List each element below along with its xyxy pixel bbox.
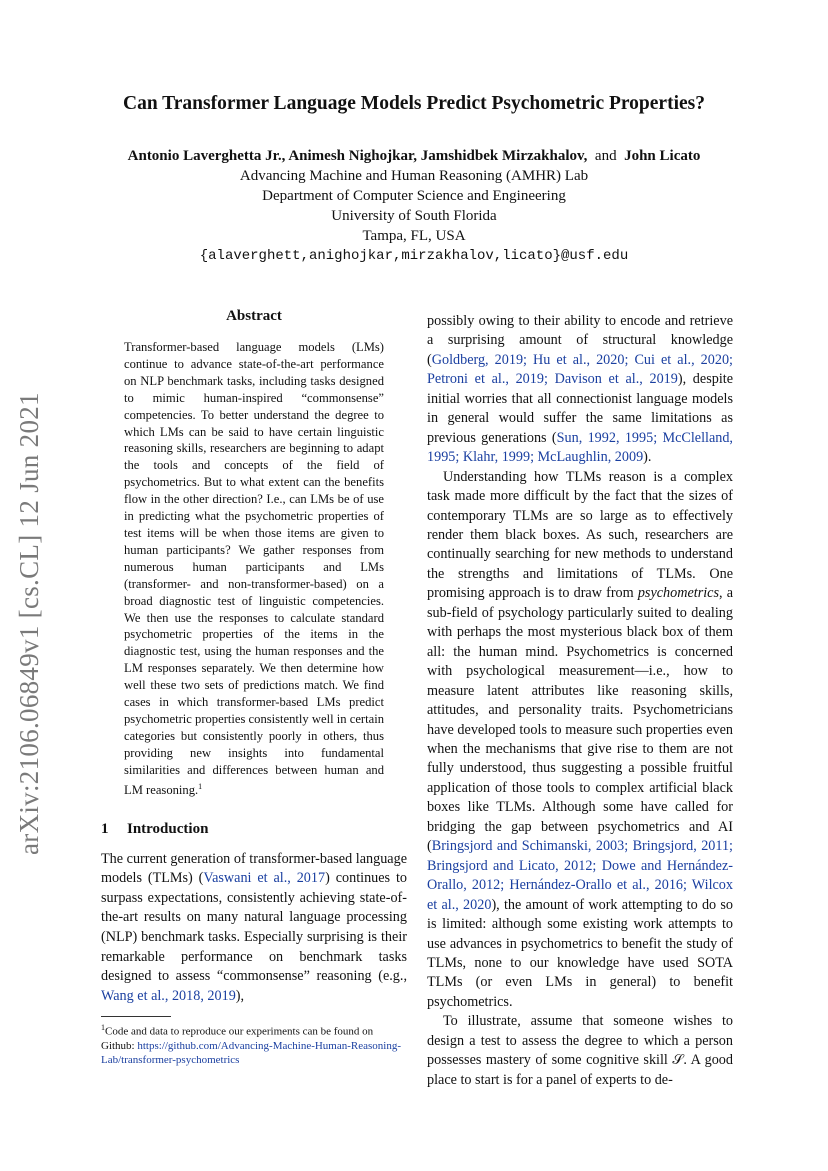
affiliation-lab: Advancing Machine and Human Reasoning (AMHR) Lab [239,168,589,184]
footnote-divider [101,1016,171,1017]
left-column [101,308,407,1006]
footnote-marker[interactable]: 1 [198,781,203,791]
affiliation-city: Tampa, FL, USA [362,228,466,244]
body-text: possibly owing to their ability to encode and retrieve a surprising amount of structural knowledge ( [427,313,733,368]
arxiv-stamp: arXiv:2106.06849v1 [cs.CL] 12 Jun 2021 [14,392,44,855]
right-paragraph-3 [427,1012,733,1090]
citation-link[interactable]: Vaswani et al., 2017 [203,870,326,887]
citation-link[interactable]: Goldberg, 2019; Hu et al., 2020; Cui et al., 2020; Petroni et al., 2019; Davison et al., 2019 [427,351,733,388]
citation-link[interactable]: Wang et al., 2018, 2019 [101,987,236,1004]
body-text: , a sub-field of psychology particularly suited to dealing with perhaps the most mysterious black box of them all: the human mind. Psychometrics is concerned with psychological measurement—i.e., how to measure latent attributes like reasoning skills, attitudes, and personality traits. Psychometricians have developed tools to measure such properties even when the mechanisms that give rise to them are not fully understood, thus suggesting a possible fruitful application of those tools to complex artificial black boxes like TLMs. Although some have called for bridging the gap between psychometrics and AI ( [427,585,733,855]
emphasis-term: psychometrics [637,585,719,602]
intro-text: The current generation of transformer-based language models (TLMs) ( [101,850,407,887]
abstract-text [124,339,384,799]
footnote-text: Code and data to reproduce our experiments can be found on Github: [101,1025,374,1052]
right-paragraph-1 [427,312,733,468]
section-title: Introduction [127,820,209,837]
github-link[interactable]: https://github.com/Advancing-Machine-Human-Reasoning-Lab/transformer-psychometrics [101,1039,402,1066]
body-text: ). [643,449,652,466]
body-text: To illustrate, assume that someone wishes to design a test to assess the degree to which a person possesses mastery of some cognitive skill [427,1013,733,1069]
footnote [101,1021,407,1067]
body-text: ), the amount of work attempting to do so is limited: although some existing work attempts to use advances in psychometrics to benefit the study of TLMs, none to our knowledge have used SOTA TLMs (or even LMs in general) to benefit psychometrics. [427,896,734,1010]
intro-text: ) continues to surpass expectations, consistently achieving state-of-the-art results on many natural language processing (NLP) benchmark tasks. Especially surprising is their remarkable performance on benchmark tasks designed to assess “commonsense” reasoning (e.g., [101,870,408,985]
author-names: Antonio Laverghetta Jr., Animesh Nighojkar, Jamshidbek Mirzakhalov, [127,148,588,164]
section-heading-introduction [101,821,407,838]
body-text: Understanding how TLMs reason is a complex task made more difficult by the fact that the sizes of contemporary TLMs are so large as to effectively render them black boxes. As such, researchers are continually searching for new methods to understand the strengths and limitations of TLMs. One promising approach is to draw from [427,468,733,602]
affiliation-dept: Department of Computer Science and Engineering [262,188,566,204]
skill-symbol: 𝒮 [672,1052,684,1069]
author-last: John Licato [624,148,701,164]
body-text: . A good place to start is for a panel of experts to de- [427,1052,733,1088]
author-and: and [594,148,617,164]
intro-text: ), [235,987,245,1004]
author-block [0,146,828,266]
right-column [427,312,733,1090]
citation-link[interactable]: Sun, 1992, 1995; McClelland, 1995; Klahr, 1999; McLaughlin, 2009 [427,429,733,466]
abstract-body: Transformer-based language models (LMs) continue to advance state-of-the-art performance on NLP benchmark tasks, including tasks designed to mimic human-inspired “commonsense” competencies. To better understand the degree to which LMs can be said to have certain linguistic reasoning skills, researchers are beginning to adapt the tools and concepts of the field of psychometrics. But to what extent can the benefits flow in the other direction? I.e., can LMs be of use in predicting what the psychometric properties of test items will be when those items are given to human participants? We gather responses from numerous human participants and LMs (transformer- and non-transformer-based) on a broad diagnostic test of linguistic competencies. We then use the responses to calculate standard psychometric properties of the items in the diagnostic test, using the human responses and the LM responses separately. We then determine how well these two sets of predictions match. We find cases in which transformer-based LMs predict psychometric properties consistently well in certain categories but consistently poorly in others, thus providing new insights into fundamental similarities and differences between human and LM reasoning. [124,340,384,797]
author-emails: {alaverghett,anighojkar,mirzakhalov,licato}@usf.edu [199,248,629,264]
right-paragraph-2 [427,468,733,1013]
author-line [0,146,828,166]
abstract-heading: Abstract [226,308,282,324]
paper-title: Can Transformer Language Models Predict Psychometric Properties? [122,93,705,114]
intro-paragraph [101,850,407,1007]
footnote-number: 1 [101,1023,105,1032]
body-text: ), despite initial worries that all connectionist language models in general would suffer the same limitations as previous generations ( [427,371,733,446]
affiliation-univ: University of South Florida [331,208,497,224]
section-number: 1 [101,820,109,837]
citation-link[interactable]: Bringsjord and Schimanski, 2003; Bringsjord, 2011; Bringsjord and Licato, 2012; Dowe and Hernández-Orallo, 2012; Hernández-Orallo et al., 2016; Wilcox et al., 2020 [427,838,733,913]
